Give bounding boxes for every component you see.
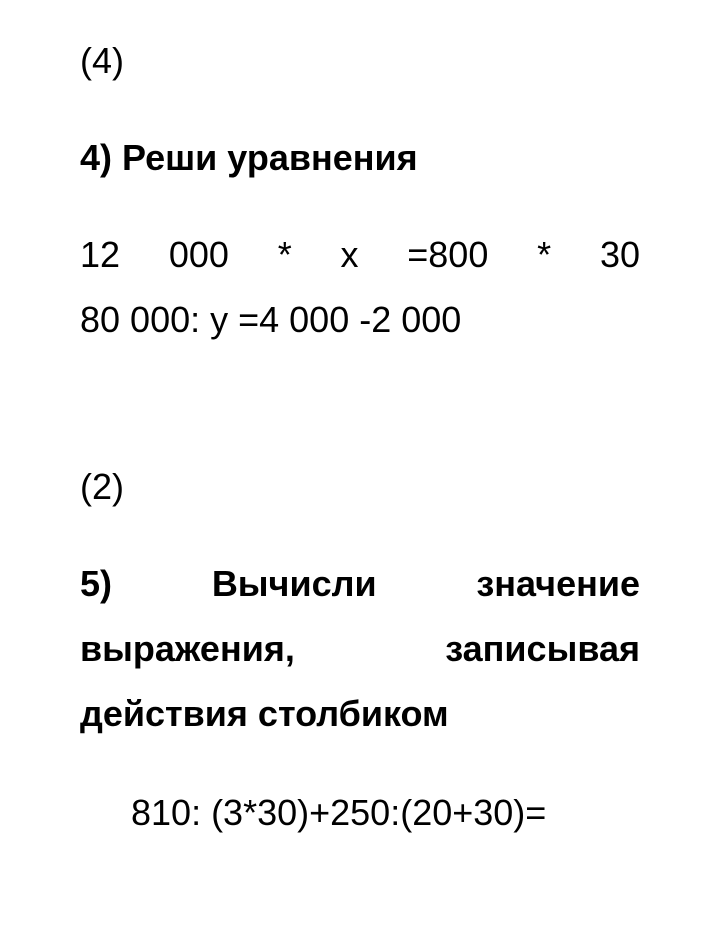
heading-word: выражения, [80,628,295,669]
eq1-token: 12 [80,234,121,275]
expression: 810: (3*30)+250:(20+30)= [131,792,547,833]
task-4-heading: 4) Реши уравнения [80,137,418,178]
eq1-token: * [277,234,292,275]
heading-word: записывая [445,628,640,669]
eq1-token: =800 [407,234,489,275]
task-5-heading-line-3: действия столбиком [80,693,449,734]
eq1-token: * [537,234,552,275]
points-task-5: (2) [80,466,124,507]
eq1-token: x [340,234,359,275]
eq1-token: 000 [168,234,229,275]
task-5-heading-line-1 [80,562,640,606]
equation-2: 80 000: у =4 000 -2 000 [80,299,462,340]
equation-1 [80,233,640,277]
heading-word: 5) [80,563,113,604]
heading-word: Вычисли [211,563,377,604]
eq1-token: 30 [599,234,640,275]
points-task-4: (4) [80,40,124,81]
heading-word: значение [476,563,640,604]
task-5-heading-line-2 [80,627,640,671]
